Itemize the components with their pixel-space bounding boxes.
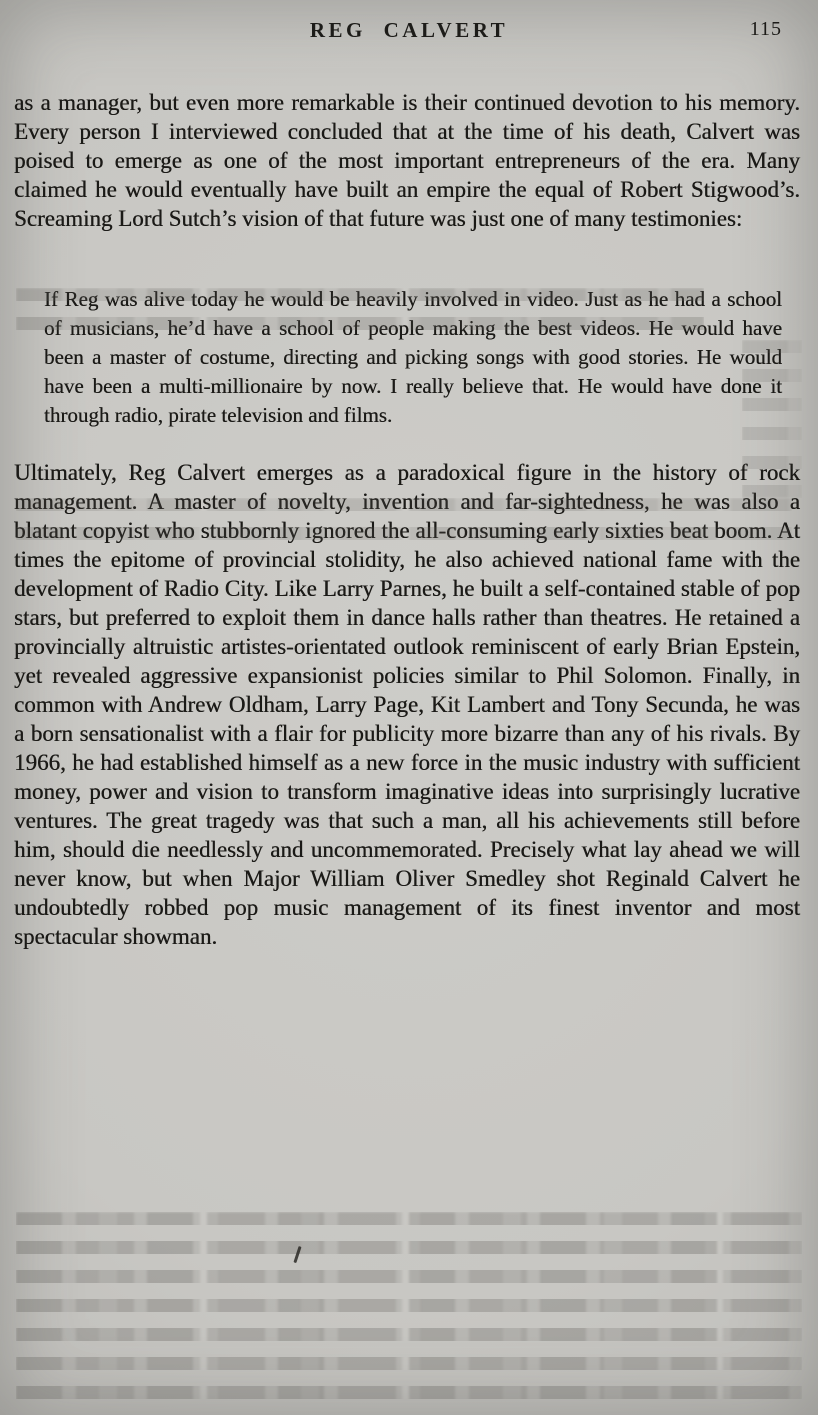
bleedthrough-ghost-bottom [16, 1212, 802, 1408]
block-quote: If Reg was alive today he would be heavily involved in video. Just as he had a school of musicians, he’d have a school of people making the best videos. He would have been a master of costume, directing and picking songs with good stories. He would have been a multi-millionaire by now. I really believe that. He would have done it through radio, pirate television and films. [44, 287, 782, 427]
page-body [0, 88, 818, 951]
stray-scan-mark [293, 1246, 301, 1263]
running-header [0, 0, 818, 48]
paragraph-conclusion: Ultimately, Reg Calvert emerges as a paradoxical figure in the history of rock management. A master of novelty, invention and far-sightedness, he was also a blatant copyist who stubbornly ignored the all-consuming early sixties beat boom. At times the epitome of provincial stolidity, he also achieved national fame with the development of Radio City. Like Larry Parnes, he built a self-contained stable of pop stars, but preferred to exploit them in dance halls rather than theatres. He retained a provincially altruistic artistes-orientated outlook reminiscent of early Brian Epstein, yet revealed aggressive expansionist policies similar to Phil Solomon. Finally, in common with Andrew Oldham, Larry Page, Kit Lambert and Tony Secunda, he was a born sensationalist with a flair for publicity more bizarre than any of his rivals. By 1966, he had established himself as a new force in the music industry with sufficient money, power and vision to transform imaginative ideas into surprisingly lucrative ventures. The great tragedy was that such a man, all his achievements still before him, should die needlessly and uncommemorated. Precisely what lay ahead we will never know, but when Major William Oliver Smedley shot Reginald Calvert he undoubtedly robbed pop music management of its finest inventor and most spectacular showman. [14, 460, 800, 949]
running-header-title: REG CALVERT [309, 18, 509, 42]
page-number: 115 [749, 18, 782, 40]
paragraph-intro: as a manager, but even more remarkable is their continued devotion to his memory. Every person I interviewed concluded that at the time of his death, Calvert was poised to emerge as one of the most important entrepreneurs of the era. Many claimed he would eventually have built an empire the equal of Robert Stigwood’s. Screaming Lord Sutch’s vision of that future was just one of many testimonies: [14, 90, 800, 231]
